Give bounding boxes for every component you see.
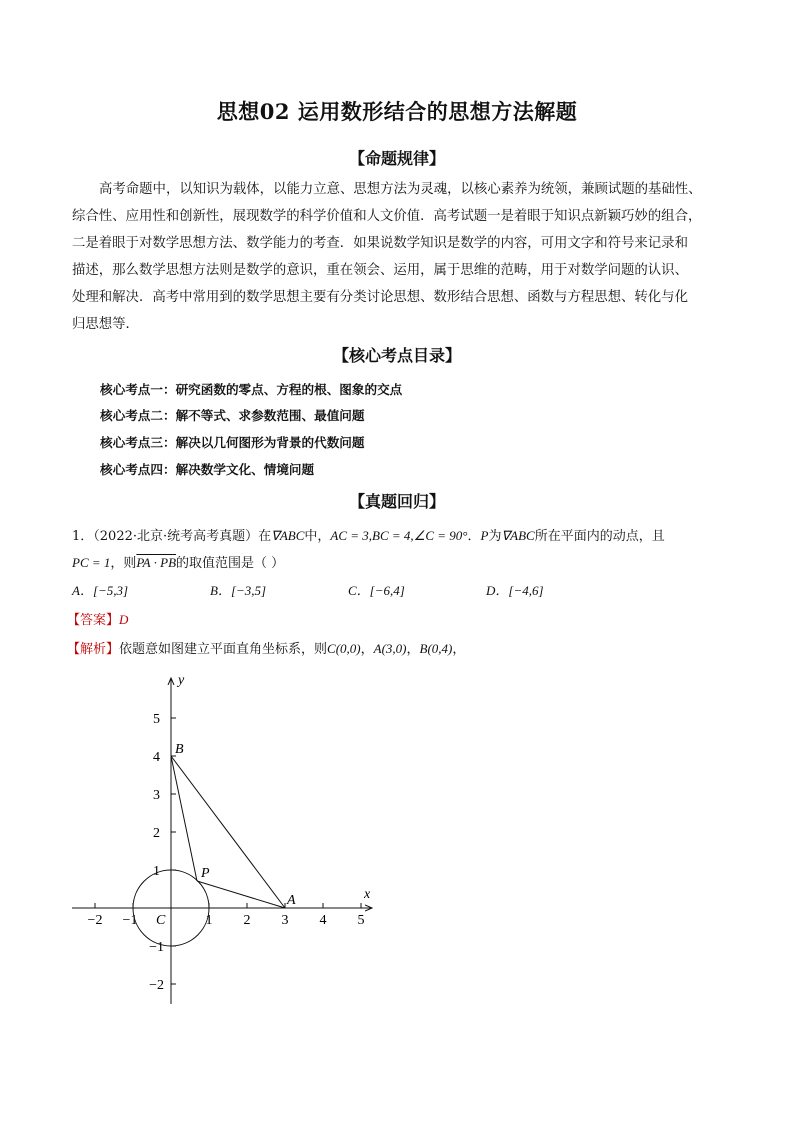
point-b-coord: B(0,4): [419, 641, 453, 656]
analysis-text: 依题意如图建立平面直角坐标系，则: [119, 642, 328, 657]
segment-ba: [171, 756, 285, 908]
pc-condition: PC = 1: [72, 555, 111, 570]
y-tick-label: −2: [149, 978, 164, 993]
x-tick-label: 3: [281, 913, 289, 928]
analysis-label: 【解析】: [67, 642, 120, 657]
option-value: [−3,5]: [230, 583, 267, 598]
question-text: ．: [467, 529, 481, 544]
y-tick-label: 5: [153, 712, 160, 727]
section-catalog-heading: 【核心考点目录】: [332, 346, 461, 365]
point-p-label: P: [480, 528, 489, 543]
y-axis-label: y: [178, 673, 185, 688]
point-a-label: A: [287, 893, 296, 908]
key-point-item: 核心考点四：解决数学文化、情境问题: [100, 462, 315, 477]
option-label: C．: [348, 583, 370, 598]
option-label: A．: [72, 583, 93, 598]
point-c-coord: C(0,0): [327, 641, 361, 656]
triangle-label: ∇ABC: [501, 528, 535, 543]
x-tick-label: 2: [243, 913, 251, 928]
y-tick-label: 1: [153, 864, 160, 879]
x-tick-label: 1: [205, 913, 213, 928]
intro-line: 处理和解决．高考中常用到的数学思想主要有分类讨论思想、数形结合思想、函数与方程思想、转化与化: [72, 290, 688, 305]
point-a-coord: A(3,0): [373, 641, 407, 656]
option-value: [−5,3]: [92, 583, 129, 598]
question-text: 所在平面内的动点，且: [534, 529, 665, 544]
option-value: [−4,6]: [508, 583, 544, 598]
analysis-sep: ，: [360, 642, 374, 657]
intro-line: 综合性、应用性和创新性，展现数学的科学价值和人文价值．高考试题一是着眼于知识点新颖巧妙的组合，: [72, 209, 702, 224]
section-real-heading: 【真题回归】: [348, 492, 445, 511]
y-tick-label: 2: [153, 826, 160, 841]
intro-line: 高考命题中，以知识为载体，以能力立意、思想方法为灵魂，以核心素养为统领，兼顾试题的基础性、: [99, 182, 702, 197]
analysis-end: ，: [452, 642, 466, 657]
option-label: B．: [210, 583, 231, 598]
point-b-label: B: [175, 742, 184, 757]
dot-product-expression: PA · PB: [136, 555, 177, 570]
y-tick-label: 4: [153, 750, 160, 765]
x-axis-label: x: [364, 887, 371, 902]
answer-value: D: [119, 612, 129, 627]
option-value: [−6,4]: [369, 583, 405, 598]
question-condition: AC = 3,BC = 4,∠C = 90°: [330, 528, 468, 543]
triangle-label: ∇ABC: [271, 528, 305, 543]
y-tick-label: 3: [153, 788, 160, 803]
point-p-label: P: [201, 866, 210, 881]
key-point-item: 核心考点三：解决以几何图形为背景的代数问题: [100, 435, 365, 450]
point-c-label: C: [156, 913, 166, 928]
key-point-item: 核心考点一：研究函数的零点、方程的根、图象的交点: [100, 382, 403, 397]
y-tick-label: −1: [149, 940, 164, 955]
intro-line: 归思想等．: [72, 317, 139, 332]
intro-line: 描述，那么数学思想方法则是数学的意识，重在领会、运用，属于思维的范畴，用于对数学问题的认识、: [72, 263, 688, 278]
analysis-sep: ，: [406, 642, 420, 657]
option-label: D．: [486, 583, 509, 598]
segment-pa: [197, 881, 285, 908]
question-text: ，则: [110, 556, 137, 571]
segment-bp: [171, 756, 197, 881]
section-rule-heading: 【命题规律】: [348, 149, 445, 168]
x-tick-label: 5: [357, 913, 365, 928]
key-point-item: 核心考点二：解不等式、求参数范围、最值问题: [100, 408, 365, 423]
page-title: 思想02 运用数形结合的思想方法解题: [216, 99, 578, 124]
x-ticks: [95, 903, 361, 908]
question-text: 为: [488, 529, 502, 544]
x-tick-label: 4: [319, 913, 327, 928]
question-text: 中，: [304, 529, 331, 544]
x-tick-label: −1: [122, 913, 138, 928]
answer-label: 【答案】: [67, 613, 120, 628]
intro-line: 二是着眼于对数学思想方法、数学能力的考查．如果说数学知识是数学的内容，可用文字和符号来记录和: [72, 236, 688, 251]
x-tick-label: −2: [87, 913, 103, 928]
question-text: 的取值范围是（ ）: [176, 556, 285, 571]
question-number-source: 1．（2022·北京·统考高考真题）在: [72, 529, 272, 544]
